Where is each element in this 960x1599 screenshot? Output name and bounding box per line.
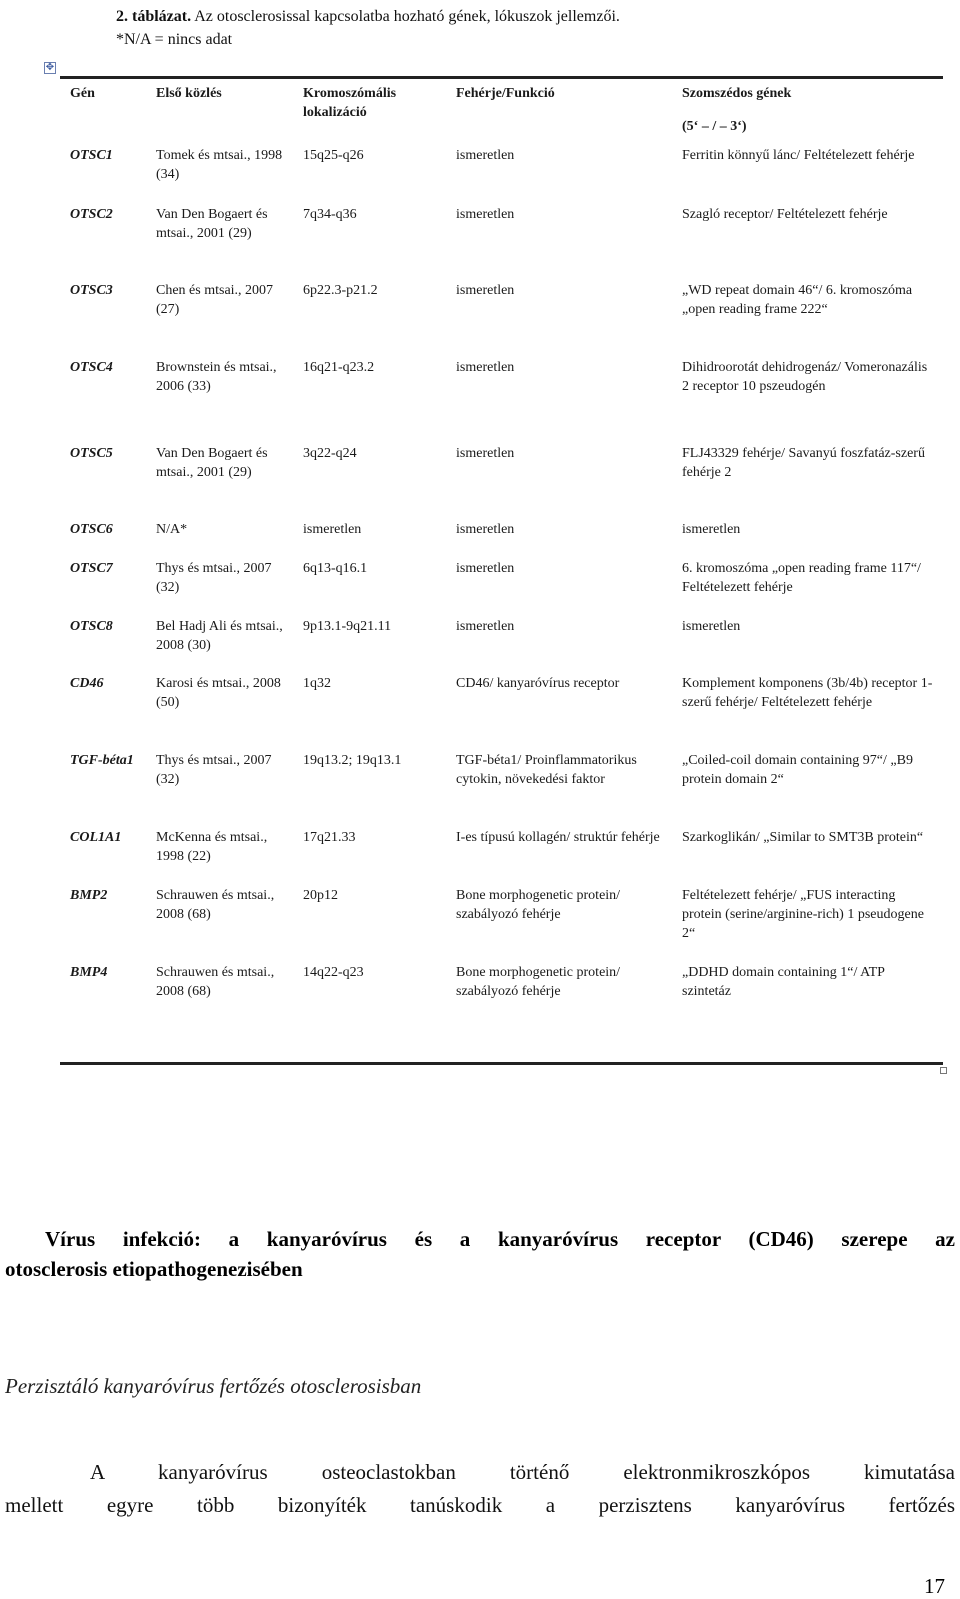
first-report-cell: Schrauwen és mtsai., 2008 (68) <box>156 888 275 922</box>
location-cell: 9p13.1-9q21.11 <box>303 619 392 634</box>
protein-cell: ismeretlen <box>456 360 515 375</box>
page-number: 17 <box>924 1574 945 1598</box>
first-report-cell: N/A* <box>156 522 188 537</box>
header-gene: Gén <box>70 86 95 101</box>
subsection-heading: Perzisztáló kanyaróvírus fertőzés otosclerosisban <box>5 1374 422 1398</box>
protein-cell: CD46/ kanyaróvírus receptor <box>456 676 620 691</box>
table-caption <box>116 5 620 51</box>
neighbors-cell: 6. kromoszóma „open reading frame 117“/ Feltételezett fehérje <box>682 561 921 595</box>
protein-cell: ismeretlen <box>456 148 515 163</box>
table-row <box>60 559 943 617</box>
location-cell: 1q32 <box>303 676 331 691</box>
protein-cell: ismeretlen <box>456 561 515 576</box>
first-report-cell: McKenna és mtsai., 1998 (22) <box>156 830 268 864</box>
neighbors-cell: „WD repeat domain 46“/ 6. kromoszóma „open reading frame 222“ <box>682 283 913 317</box>
neighbors-cell: ismeretlen <box>682 522 741 537</box>
neighbors-cell: Szarkoglikán/ „Similar to SMT3B protein“ <box>682 830 924 845</box>
protein-cell: ismeretlen <box>456 283 515 298</box>
protein-cell: TGF-béta1/ Proinflammatorikus cytokin, növekedési faktor <box>456 753 637 787</box>
table-bottom-rule <box>60 1062 943 1065</box>
first-report-cell: Brownstein és mtsai., 2006 (33) <box>156 360 277 394</box>
location-cell: 6p22.3-p21.2 <box>303 283 378 298</box>
gene-cell: OTSC7 <box>70 561 113 576</box>
protein-cell: I-es típusú kollagén/ struktúr fehérje <box>456 830 660 845</box>
first-report-cell: Thys és mtsai., 2007 (32) <box>156 561 272 595</box>
table-row <box>60 281 943 358</box>
gene-cell: OTSC2 <box>70 207 113 222</box>
gene-cell: BMP4 <box>70 965 108 980</box>
location-cell: 19q13.2; 19q13.1 <box>303 753 402 768</box>
gene-cell: OTSC1 <box>70 148 113 163</box>
neighbors-cell: Dihidroorotát dehidrogenáz/ Vomeronazális 2 receptor 10 pszeudogén <box>682 360 928 394</box>
first-report-cell: Bel Hadj Ali és mtsai., 2008 (30) <box>156 619 283 653</box>
paragraph-line2: mellett egyre több bizonyíték tanúskodik a perzisztens kanyaróvírus fertőzés <box>5 1493 955 1517</box>
protein-cell: ismeretlen <box>456 207 515 222</box>
gene-table <box>60 80 943 1023</box>
body-paragraph <box>5 1456 955 1522</box>
neighbors-cell: „DDHD domain containing 1“/ ATP szintetáz <box>682 965 885 999</box>
location-cell: 16q21-q23.2 <box>303 360 375 375</box>
protein-cell: ismeretlen <box>456 446 515 461</box>
location-cell: 17q21.33 <box>303 830 356 845</box>
table-row <box>60 751 943 828</box>
neighbors-cell: Szagló receptor/ Feltételezett fehérje <box>682 207 888 222</box>
neighbors-cell: FLJ43329 fehérje/ Savanyú foszfatáz-szerű fehérje 2 <box>682 446 925 480</box>
protein-cell: Bone morphogenetic protein/ szabályozó fehérje <box>456 965 621 999</box>
first-report-cell: Chen és mtsai., 2007 (27) <box>156 283 274 317</box>
first-report-cell: Schrauwen és mtsai., 2008 (68) <box>156 965 275 999</box>
header-first-report: Első közlés <box>156 86 222 101</box>
neighbors-cell: „Coiled-coil domain containing 97“/ „B9 protein domain 2“ <box>682 753 913 787</box>
section-heading <box>5 1224 955 1284</box>
table-resize-handle[interactable] <box>940 1067 947 1074</box>
location-cell: 20p12 <box>303 888 338 903</box>
protein-cell: Bone morphogenetic protein/ szabályozó fehérje <box>456 888 621 922</box>
location-cell: 6q13-q16.1 <box>303 561 368 576</box>
protein-cell: ismeretlen <box>456 522 515 537</box>
protein-cell: ismeretlen <box>456 619 515 634</box>
header-neighbors <box>672 80 943 146</box>
location-cell: ismeretlen <box>303 522 362 537</box>
caption-line <box>116 5 620 28</box>
first-report-cell: Tomek és mtsai., 1998 (34) <box>156 148 283 182</box>
gene-cell: OTSC6 <box>70 522 113 537</box>
section-heading-line1: Vírus infekció: a kanyaróvírus és a kanyaróvírus receptor (CD46) szerepe az <box>45 1227 955 1251</box>
table-row <box>60 617 943 674</box>
header-location: Kromoszómális lokalizáció <box>303 86 397 120</box>
table-row <box>60 444 943 520</box>
table-row <box>60 674 943 751</box>
first-report-cell: Van Den Bogaert és mtsai., 2001 (29) <box>156 207 268 241</box>
table-row <box>60 828 943 886</box>
section-heading-line2: otosclerosis etiopathogenezisében <box>5 1257 303 1281</box>
neighbors-cell: Feltételezett fehérje/ „FUS interacting protein (serine/arginine-rich) 1 pseudogene 2“ <box>682 888 924 941</box>
neighbors-cell: Ferritin könnyű lánc/ Feltételezett fehérje <box>682 148 915 163</box>
caption-text: Az otosclerosissal kapcsolatba hozható gének, lókuszok jellemzői. <box>191 8 620 25</box>
neighbors-cell: ismeretlen <box>682 619 741 634</box>
header-protein: Fehérje/Funkció <box>456 86 555 101</box>
table-row <box>60 146 943 205</box>
table-move-handle-icon[interactable]: ✥ <box>45 62 55 73</box>
table-body <box>60 146 943 1023</box>
location-cell: 14q22-q23 <box>303 965 364 980</box>
neighbors-cell: Komplement komponens (3b/4b) receptor 1-szerű fehérje/ Feltételezett fehérje <box>682 676 933 710</box>
table-row <box>60 520 943 559</box>
location-cell: 7q34-q36 <box>303 207 357 222</box>
first-report-cell: Van Den Bogaert és mtsai., 2001 (29) <box>156 446 268 480</box>
gene-cell: BMP2 <box>70 888 108 903</box>
caption-footnote: *N/A = nincs adat <box>116 31 233 48</box>
table-row <box>60 886 943 963</box>
gene-cell: COL1A1 <box>70 830 122 845</box>
location-cell: 3q22-q24 <box>303 446 357 461</box>
gene-cell: OTSC3 <box>70 283 113 298</box>
table-row <box>60 963 943 1023</box>
table-top-rule <box>60 76 943 79</box>
header-neighbors-label: Szomszédos gének <box>682 86 792 101</box>
first-report-cell: Thys és mtsai., 2007 (32) <box>156 753 272 787</box>
paragraph-line1: A kanyaróvírus osteoclastokban történő elektronmikroszkópos kimutatása <box>90 1460 955 1484</box>
gene-cell: OTSC5 <box>70 446 113 461</box>
gene-cell: OTSC8 <box>70 619 113 634</box>
header-neighbors-sub: (5‘ – / – 3‘) <box>682 119 747 134</box>
caption-label: 2. táblázat. <box>116 8 192 25</box>
table-row <box>60 205 943 281</box>
gene-cell: TGF-béta1 <box>70 753 134 768</box>
first-report-cell: Karosi és mtsai., 2008 (50) <box>156 676 281 710</box>
gene-cell: OTSC4 <box>70 360 113 375</box>
table-row <box>60 358 943 444</box>
table-header-row <box>60 80 943 146</box>
gene-cell: CD46 <box>70 676 104 691</box>
location-cell: 15q25-q26 <box>303 148 364 163</box>
